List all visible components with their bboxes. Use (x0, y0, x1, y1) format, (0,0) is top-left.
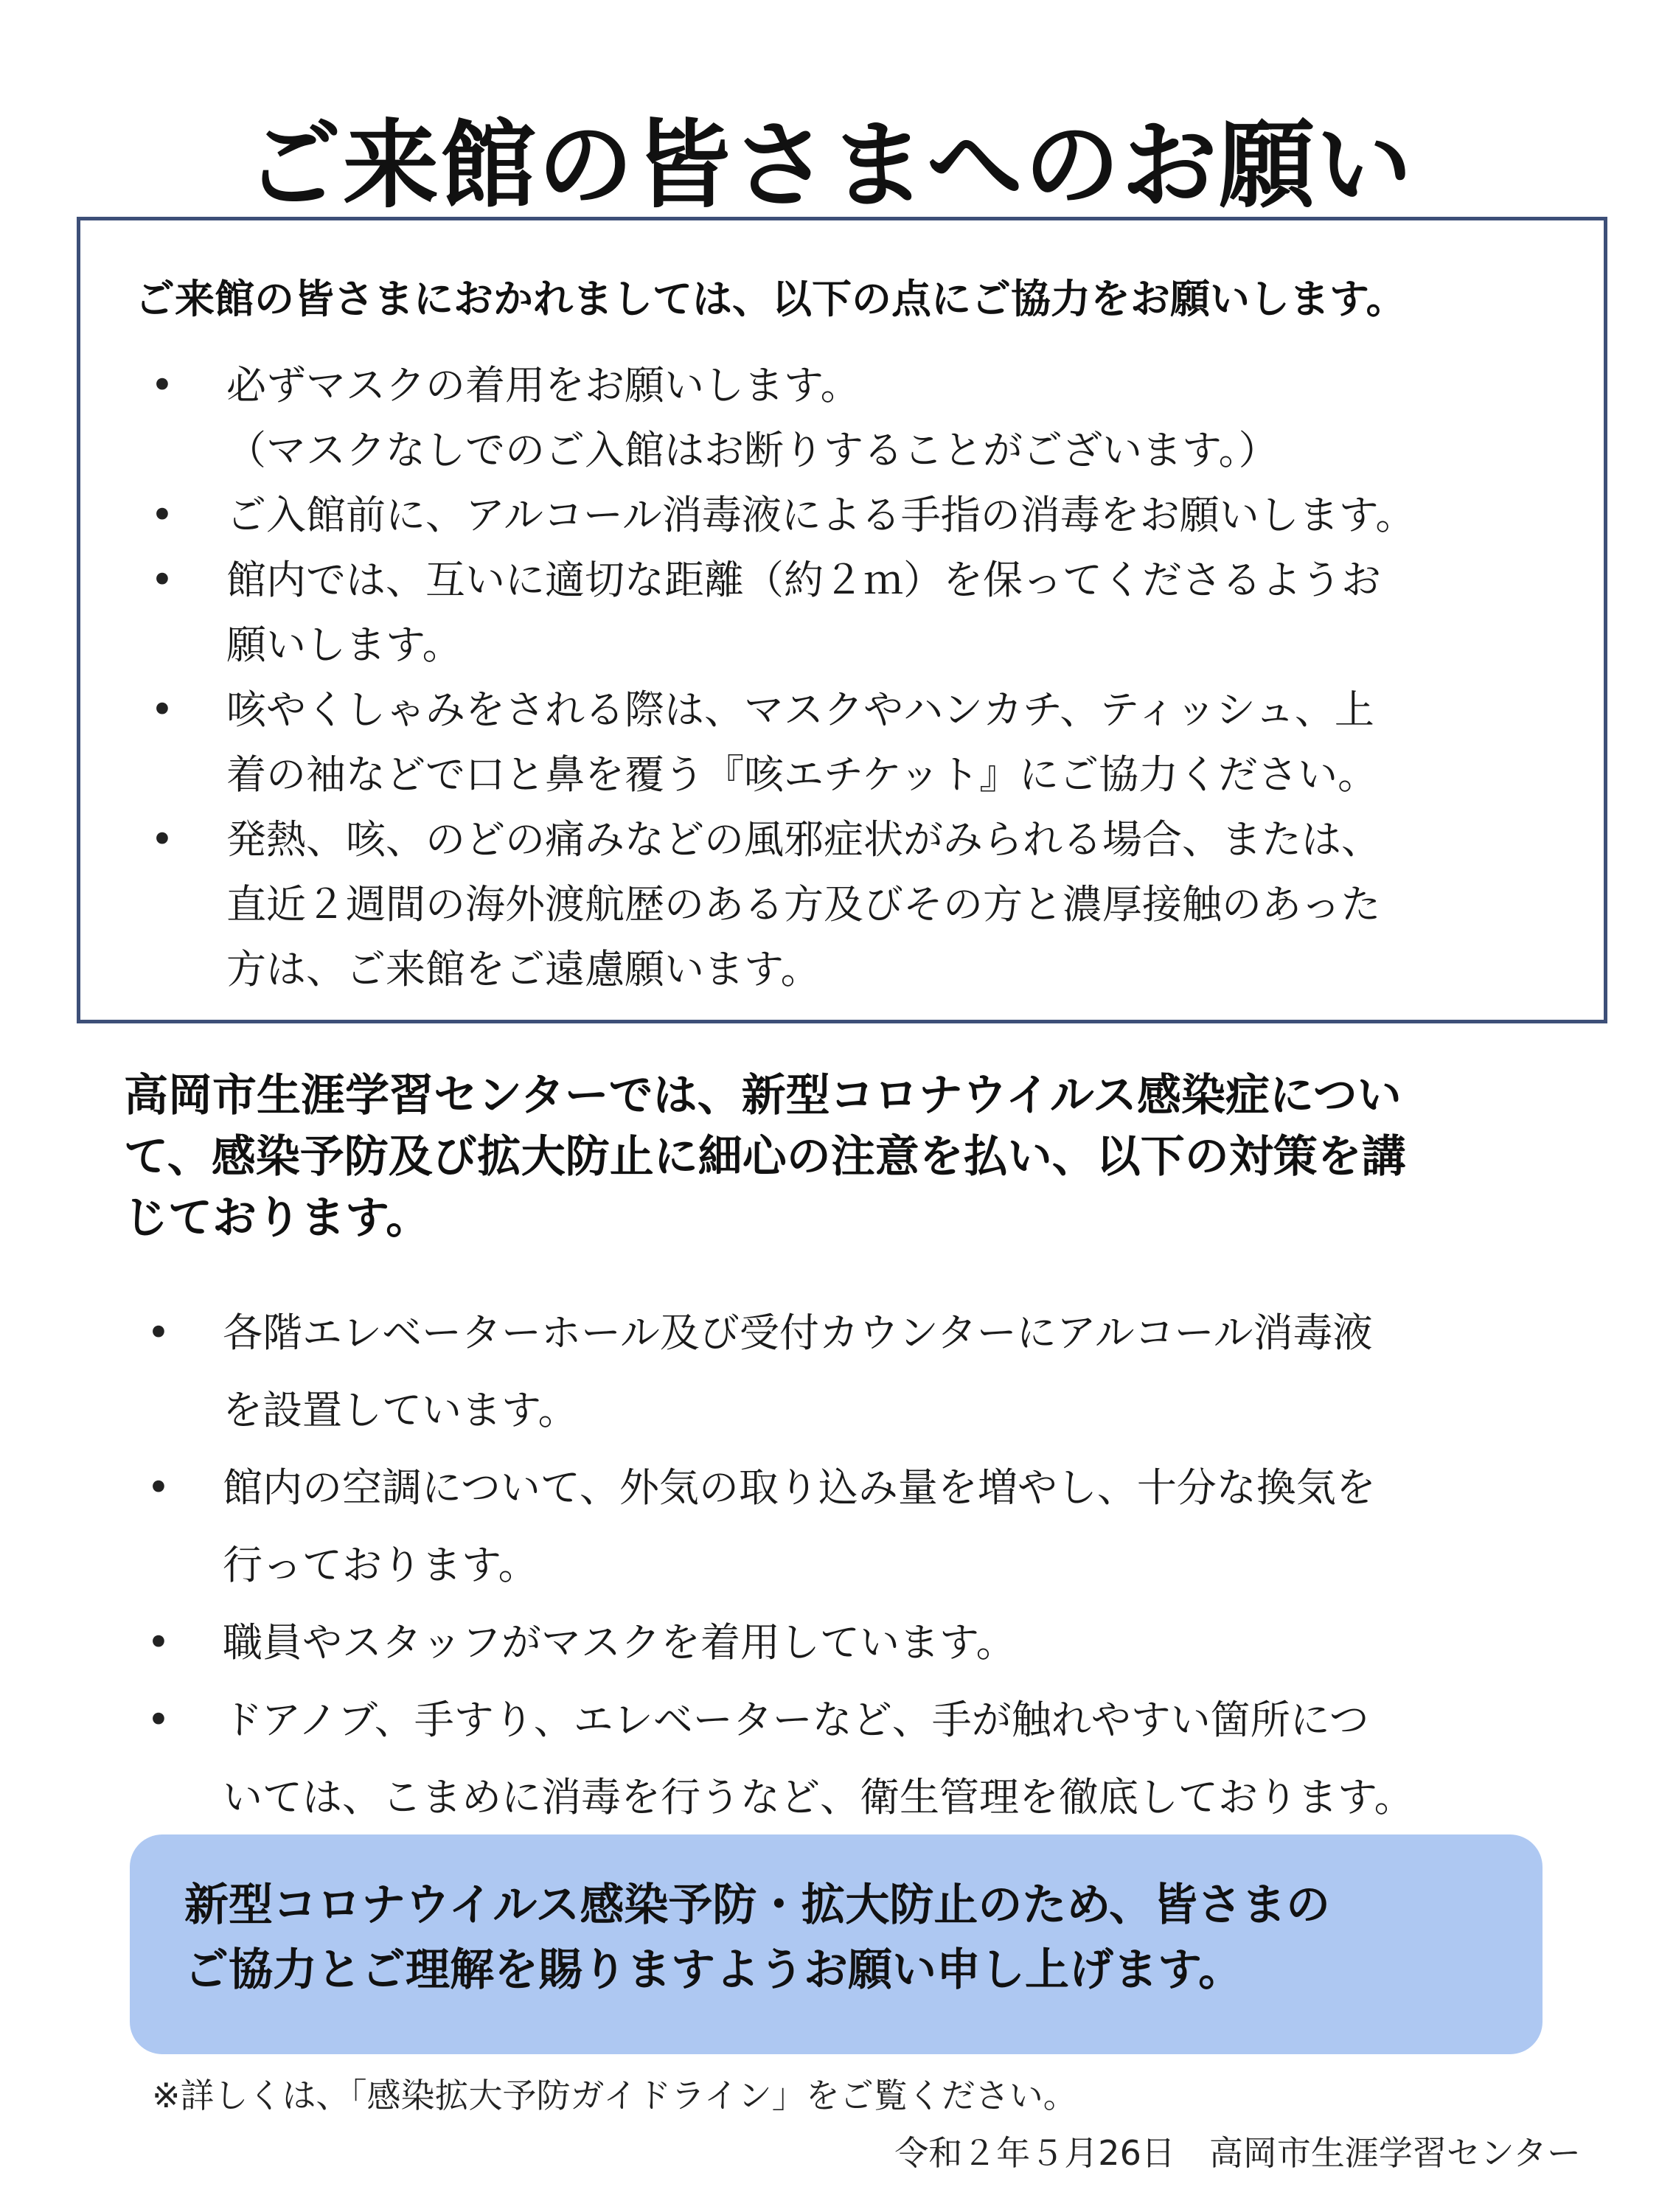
cooperation-callout (130, 1834, 1543, 2054)
callout-text (184, 1873, 1330, 2003)
bullet-icon: • (150, 362, 174, 408)
bullet-icon: • (150, 557, 174, 603)
list-item-line: いては、こまめに消毒を行うなど、衛生管理を徹底しております。 (223, 1774, 1414, 1820)
list-item-line: 行っております。 (223, 1542, 538, 1588)
list-item (77, 1681, 1414, 1836)
bullet-icon: • (150, 492, 174, 538)
notice-line: て、感染予防及び拡大防止に細心の注意を払い、以下の対策を講 (124, 1131, 1406, 1183)
list-item-line: 館内の空調について、外気の取り込み量を増やし、十分な換気を (223, 1464, 1376, 1511)
request-lead: ご来館の皆さまにおかれましては、以下の点にご協力をお願いします。 (135, 276, 1406, 322)
list-item (80, 807, 1415, 1002)
list-item-line: 方は、ご来館をご遠慮願います。 (226, 946, 821, 992)
list-item (77, 1604, 1414, 1681)
list-item (80, 548, 1415, 678)
page-title: ご来館の皆さまへのお願い (245, 109, 1413, 221)
callout-line: ご協力とご理解を賜りますようお願い申し上げます。 (184, 1944, 1243, 1996)
list-item (80, 483, 1415, 548)
notice-line: じております。 (124, 1192, 431, 1244)
list-item-line: 必ずマスクの着用をお願いします。 (226, 362, 860, 408)
bullet-icon: • (150, 686, 174, 733)
list-item-line: 咳やくしゃみをされる際は、マスクやハンカチ、ティッシュ、上 (226, 686, 1374, 733)
bullet-icon: • (150, 816, 174, 863)
request-list (80, 353, 1415, 1002)
list-item (80, 678, 1415, 807)
request-box (77, 217, 1607, 1023)
list-item-line: ドアノブ、手すり、エレベーターなど、手が触れやすい箇所につ (223, 1697, 1369, 1743)
list-item-line: 館内では、互いに適切な距離（約２ｍ）を保ってくださるようお (226, 557, 1381, 603)
list-item (77, 1294, 1414, 1449)
list-item-line: 着の袖などで口と鼻を覆う『咳エチケット』にご協力ください。 (226, 751, 1378, 798)
bullet-icon: • (147, 1697, 170, 1743)
bullet-icon: • (147, 1619, 170, 1666)
list-item-line: 各階エレベーターホール及び受付カウンターにアルコール消毒液 (223, 1310, 1373, 1356)
bullet-icon: • (147, 1310, 170, 1356)
callout-line: 新型コロナウイルス感染予防・拡大防止のため、皆さまの (184, 1879, 1330, 1931)
notice-line: 高岡市生涯学習センターでは、新型コロナウイルス感染症につい (124, 1070, 1402, 1121)
date-and-issuer: 令和２年５月26日 高岡市生涯学習センター (894, 2133, 1581, 2173)
list-item (77, 1449, 1414, 1604)
list-item (80, 353, 1415, 483)
measures-list (77, 1294, 1414, 1836)
list-item-line: （マスクなしでのご入館はお断りすることがございます。） (226, 427, 1279, 473)
list-item-line: を設置しています。 (223, 1387, 578, 1433)
center-notice (124, 1065, 1406, 1249)
guideline-footnote: ※詳しくは、「感染拡大予防ガイドライン」をご覧ください。 (152, 2076, 1077, 2115)
list-item-line: 職員やスタッフがマスクを着用しています。 (223, 1619, 1016, 1666)
bullet-icon: • (147, 1464, 170, 1511)
list-item-line: 願いします。 (226, 622, 462, 668)
list-item-line: ご入館前に、アルコール消毒液による手指の消毒をお願いします。 (226, 492, 1416, 538)
list-item-line: 発熱、咳、のどの痛みなどの風邪症状がみられる場合、または、 (226, 816, 1381, 863)
list-item-line: 直近２週間の海外渡航歴のある方及びその方と濃厚接触のあった (226, 881, 1381, 928)
